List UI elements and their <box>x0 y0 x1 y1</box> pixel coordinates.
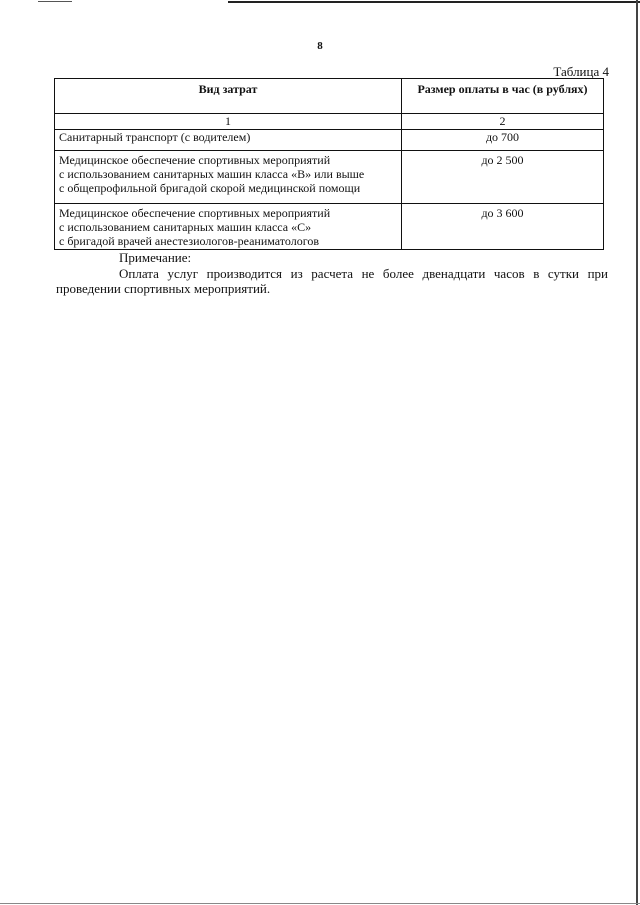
cost-type-line: Санитарный транспорт (с водителем) <box>59 130 251 144</box>
header-cost-type: Вид затрат <box>55 79 402 114</box>
table-row <box>55 204 604 250</box>
table-row <box>55 151 604 204</box>
cost-type-line: с использованием санитарных машин класса «С» <box>59 220 312 234</box>
cost-type-cell <box>55 130 402 151</box>
scan-edge-bottom <box>0 903 640 904</box>
note-title: Примечание: <box>119 250 192 265</box>
column-number-1: 1 <box>55 114 402 130</box>
table-caption: Таблица 4 <box>553 64 609 79</box>
cost-type-line: с бригадой врачей анестезиологов-реаниматологов <box>59 234 319 248</box>
scan-edge-right <box>636 0 638 905</box>
cost-type-line: с использованием санитарных машин класса «В» или выше <box>59 167 365 181</box>
rate-cell: до 2 500 <box>402 151 604 204</box>
note-text: Оплата услуг производится из расчета не более двенадцати часов в сутки при проведении спортивных мероприятий. <box>56 266 608 296</box>
cost-type-line: Медицинское обеспечение спортивных мероприятий <box>59 206 331 220</box>
cost-table <box>54 78 604 250</box>
rate-cell: до 3 600 <box>402 204 604 250</box>
header-hourly-rate: Размер оплаты в час (в рублях) <box>402 79 604 114</box>
column-number-2: 2 <box>402 114 604 130</box>
cost-type-line: с общепрофильной бригадой скорой медицинской помощи <box>59 181 361 195</box>
cost-type-cell <box>55 151 402 204</box>
cost-type-line: Медицинское обеспечение спортивных мероприятий <box>59 153 331 167</box>
scan-edge-top-left <box>38 1 72 2</box>
rate-cell: до 700 <box>402 130 604 151</box>
page-number: 8 <box>317 40 323 52</box>
scan-edge-top-right <box>228 1 640 3</box>
column-number-row <box>55 114 604 130</box>
cost-type-cell <box>55 204 402 250</box>
table-header-row <box>55 79 604 114</box>
table-row <box>55 130 604 151</box>
